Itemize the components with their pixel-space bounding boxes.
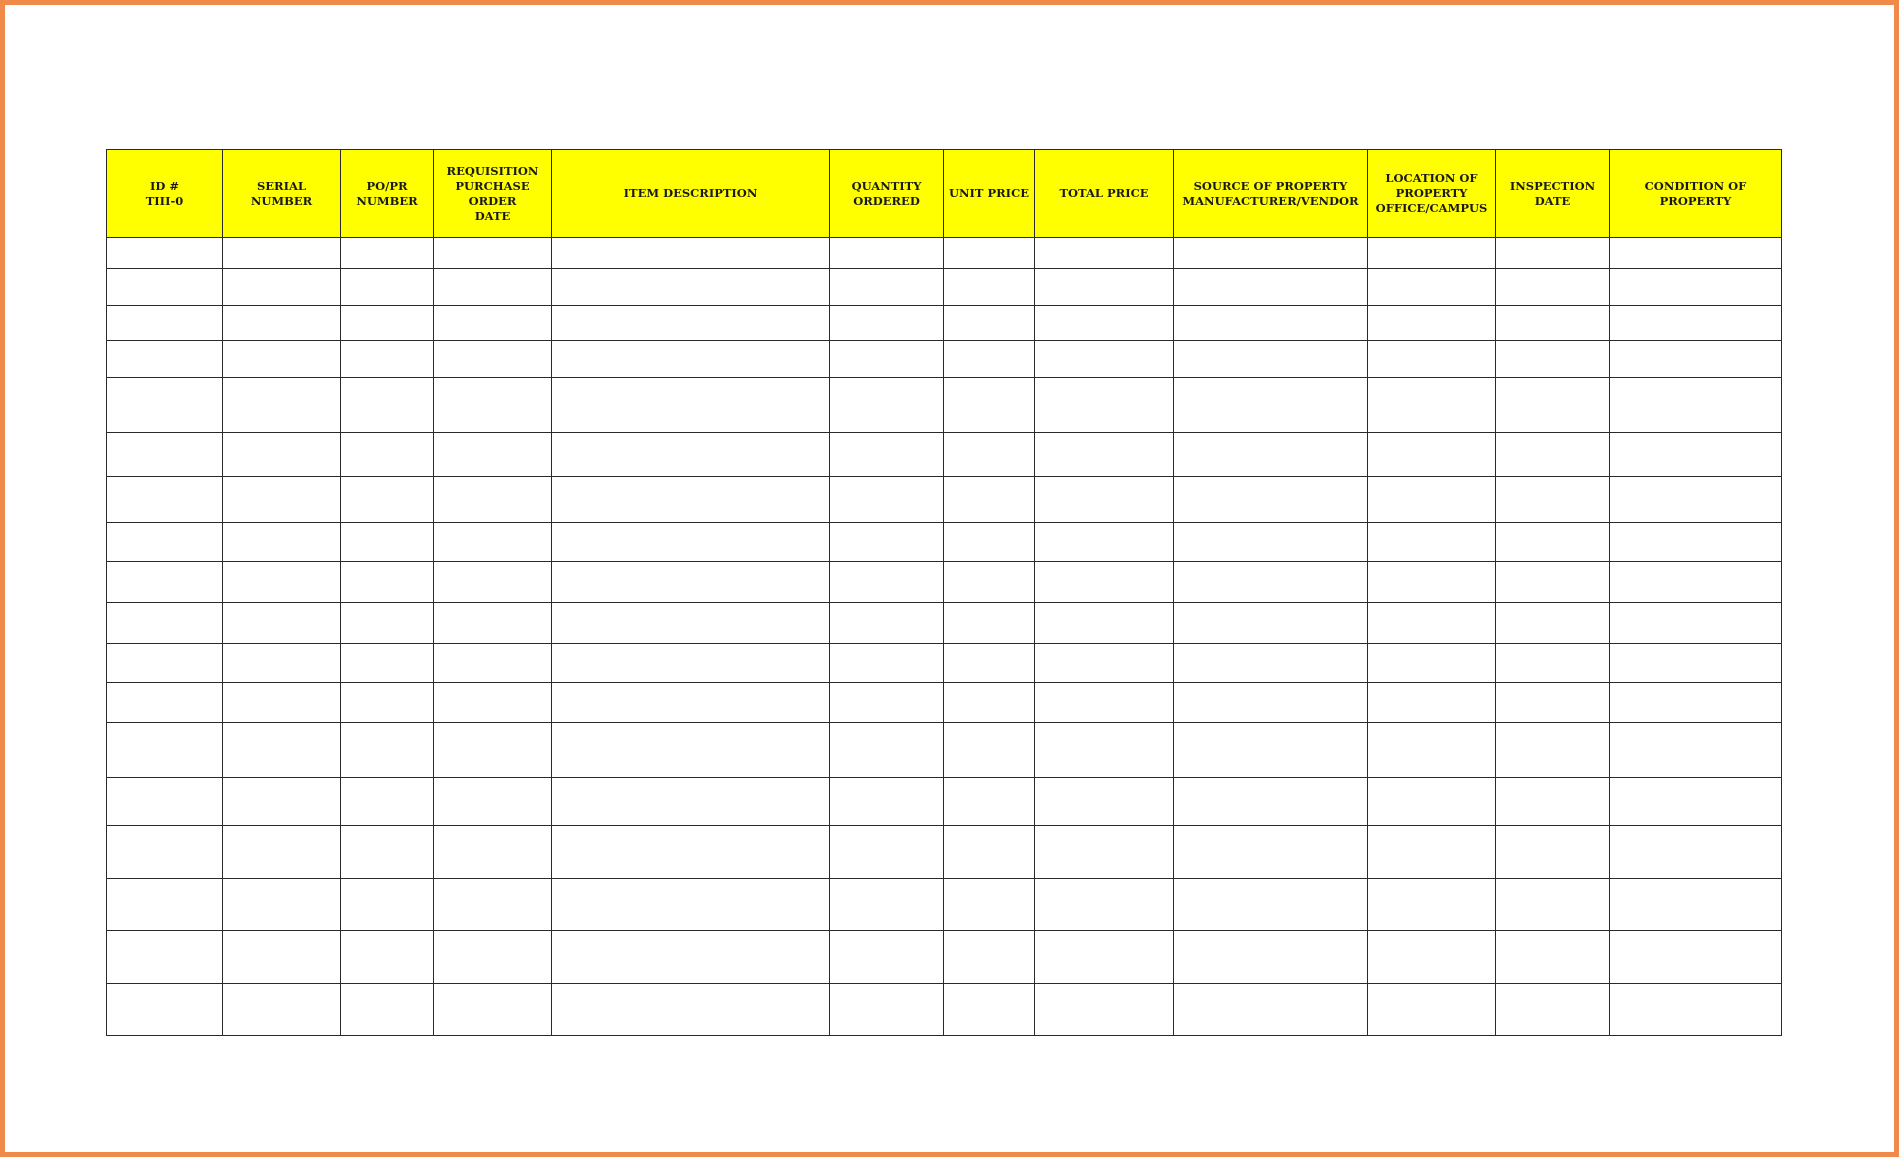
table-row: [107, 306, 1782, 341]
table-cell[interactable]: [944, 269, 1035, 306]
table-cell[interactable]: [830, 306, 944, 341]
table-row: [107, 523, 1782, 562]
table-cell[interactable]: [1496, 778, 1610, 826]
table-cell[interactable]: [341, 477, 434, 523]
table-cell[interactable]: [1368, 523, 1496, 562]
table-cell[interactable]: [1496, 477, 1610, 523]
column-header-label: SERIAL NUMBER: [250, 178, 313, 208]
table-cell[interactable]: [1368, 984, 1496, 1036]
table-cell[interactable]: [107, 341, 223, 378]
table-cell[interactable]: [1496, 523, 1610, 562]
table-cell[interactable]: [434, 826, 552, 879]
table-cell[interactable]: [223, 603, 341, 644]
table-cell[interactable]: [223, 378, 341, 433]
table-cell[interactable]: [1035, 306, 1174, 341]
table-cell[interactable]: [552, 562, 830, 603]
table-cell[interactable]: [434, 269, 552, 306]
table-cell[interactable]: [434, 644, 552, 683]
table-cell[interactable]: [1368, 269, 1496, 306]
table-cell[interactable]: [434, 477, 552, 523]
table-cell[interactable]: [1035, 433, 1174, 477]
table-cell[interactable]: [434, 931, 552, 984]
table-cell[interactable]: [1610, 306, 1782, 341]
table-cell[interactable]: [107, 523, 223, 562]
table-cell[interactable]: [434, 562, 552, 603]
table-cell[interactable]: [107, 433, 223, 477]
table-cell[interactable]: [223, 433, 341, 477]
table-row: [107, 603, 1782, 644]
table-row: [107, 984, 1782, 1036]
table-row: [107, 341, 1782, 378]
table-cell[interactable]: [1174, 984, 1368, 1036]
table-cell[interactable]: [1610, 931, 1782, 984]
table-cell[interactable]: [1035, 341, 1174, 378]
table-row: [107, 879, 1782, 931]
table-row: [107, 931, 1782, 984]
table-cell[interactable]: [944, 683, 1035, 723]
table-cell[interactable]: [830, 644, 944, 683]
table-cell[interactable]: [552, 778, 830, 826]
table-cell[interactable]: [944, 523, 1035, 562]
table-cell[interactable]: [223, 984, 341, 1036]
table-cell[interactable]: [1174, 477, 1368, 523]
column-header-label: UNIT PRICE: [949, 186, 1029, 200]
column-header-label: LOCATION OF PROPERTY OFFICE/CAMPUS: [1375, 171, 1488, 215]
column-header-quantity-ordered: [830, 150, 944, 238]
table-cell[interactable]: [223, 778, 341, 826]
table-cell[interactable]: [1368, 778, 1496, 826]
table-cell[interactable]: [1035, 683, 1174, 723]
table-cell[interactable]: [1496, 378, 1610, 433]
table-cell[interactable]: [223, 562, 341, 603]
column-header-unit-price: [944, 150, 1035, 238]
table-cell[interactable]: [434, 683, 552, 723]
table-cell[interactable]: [552, 931, 830, 984]
table-cell[interactable]: [1174, 378, 1368, 433]
table-cell[interactable]: [1174, 523, 1368, 562]
table-cell[interactable]: [341, 603, 434, 644]
table-cell[interactable]: [1174, 269, 1368, 306]
table-cell[interactable]: [107, 644, 223, 683]
table-row: [107, 826, 1782, 879]
table-cell[interactable]: [830, 931, 944, 984]
table-cell[interactable]: [830, 723, 944, 778]
table-cell[interactable]: [1174, 931, 1368, 984]
table-cell[interactable]: [552, 433, 830, 477]
table-cell[interactable]: [830, 523, 944, 562]
table-cell[interactable]: [434, 603, 552, 644]
table-cell[interactable]: [1610, 644, 1782, 683]
table-cell[interactable]: [341, 341, 434, 378]
table-cell[interactable]: [944, 306, 1035, 341]
column-header-label: SOURCE OF PROPERTY MANUFACTURER/VENDOR: [1182, 178, 1359, 208]
column-header-label: PO/PR NUMBER: [356, 178, 418, 208]
table-cell[interactable]: [944, 984, 1035, 1036]
column-header-id: [107, 150, 223, 238]
table-cell[interactable]: [107, 826, 223, 879]
table-cell[interactable]: [341, 778, 434, 826]
table-cell[interactable]: [107, 238, 223, 269]
table-cell[interactable]: [944, 378, 1035, 433]
table-row: [107, 723, 1782, 778]
table-cell[interactable]: [1035, 378, 1174, 433]
table-cell[interactable]: [1610, 826, 1782, 879]
table-cell[interactable]: [1035, 778, 1174, 826]
table-cell[interactable]: [1368, 723, 1496, 778]
table-cell[interactable]: [1496, 306, 1610, 341]
table-cell[interactable]: [223, 477, 341, 523]
table-cell[interactable]: [944, 723, 1035, 778]
table-cell[interactable]: [107, 477, 223, 523]
table-cell[interactable]: [1610, 778, 1782, 826]
table-cell[interactable]: [1368, 644, 1496, 683]
table-cell[interactable]: [1610, 984, 1782, 1036]
table-cell[interactable]: [1368, 306, 1496, 341]
table-cell[interactable]: [944, 778, 1035, 826]
table-cell[interactable]: [830, 378, 944, 433]
table-cell[interactable]: [1174, 306, 1368, 341]
table-cell[interactable]: [1174, 341, 1368, 378]
table-cell[interactable]: [1035, 477, 1174, 523]
table-row: [107, 477, 1782, 523]
table-cell[interactable]: [341, 523, 434, 562]
table-cell[interactable]: [223, 269, 341, 306]
table-cell[interactable]: [1610, 341, 1782, 378]
table-cell[interactable]: [1496, 723, 1610, 778]
table-cell[interactable]: [341, 879, 434, 931]
column-header-total-price: [1035, 150, 1174, 238]
table-cell[interactable]: [1174, 644, 1368, 683]
column-header-label: INSPECTION DATE: [1509, 178, 1596, 208]
table-cell[interactable]: [1496, 238, 1610, 269]
table-cell[interactable]: [552, 341, 830, 378]
table-cell[interactable]: [1174, 562, 1368, 603]
table-cell[interactable]: [1610, 433, 1782, 477]
table-cell[interactable]: [552, 269, 830, 306]
table-cell[interactable]: [1174, 603, 1368, 644]
table-cell[interactable]: [434, 238, 552, 269]
table-cell[interactable]: [434, 984, 552, 1036]
table-cell[interactable]: [1496, 433, 1610, 477]
table-cell[interactable]: [1035, 723, 1174, 778]
table-cell[interactable]: [830, 826, 944, 879]
table-row: [107, 778, 1782, 826]
table-cell[interactable]: [341, 433, 434, 477]
table-cell[interactable]: [944, 603, 1035, 644]
table-cell[interactable]: [944, 826, 1035, 879]
table-cell[interactable]: [552, 238, 830, 269]
table-cell[interactable]: [1610, 269, 1782, 306]
column-header-label: REQUISITION PURCHASE ORDER DATE: [446, 163, 539, 223]
table-cell[interactable]: [830, 341, 944, 378]
table-cell[interactable]: [434, 341, 552, 378]
table-row: [107, 378, 1782, 433]
table-cell[interactable]: [552, 644, 830, 683]
table-cell[interactable]: [1174, 879, 1368, 931]
table-cell[interactable]: [107, 778, 223, 826]
table-cell[interactable]: [1174, 238, 1368, 269]
table-cell[interactable]: [1496, 826, 1610, 879]
table-row: [107, 644, 1782, 683]
table-cell[interactable]: [341, 723, 434, 778]
table-cell[interactable]: [223, 826, 341, 879]
table-cell[interactable]: [434, 378, 552, 433]
table-cell[interactable]: [434, 523, 552, 562]
table-row: [107, 683, 1782, 723]
table-cell[interactable]: [1496, 984, 1610, 1036]
table-cell[interactable]: [1174, 826, 1368, 879]
table-row: [107, 562, 1782, 603]
table-cell[interactable]: [107, 723, 223, 778]
table-cell[interactable]: [1035, 523, 1174, 562]
table-cell[interactable]: [552, 523, 830, 562]
column-header-inspection-date: [1496, 150, 1610, 238]
column-header-serial-number: [223, 150, 341, 238]
table-cell[interactable]: [552, 723, 830, 778]
table-cell[interactable]: [830, 683, 944, 723]
table-cell[interactable]: [1610, 378, 1782, 433]
column-header-po-pr-number: [341, 150, 434, 238]
table-cell[interactable]: [1035, 603, 1174, 644]
column-header-label: ID # TIII-0: [145, 178, 184, 208]
table-cell[interactable]: [944, 644, 1035, 683]
table-cell[interactable]: [1368, 433, 1496, 477]
table-cell[interactable]: [107, 306, 223, 341]
table-cell[interactable]: [552, 984, 830, 1036]
table-cell[interactable]: [341, 269, 434, 306]
table-cell[interactable]: [107, 378, 223, 433]
column-header-condition-of-property: [1610, 150, 1782, 238]
table-cell[interactable]: [434, 879, 552, 931]
table-cell[interactable]: [341, 378, 434, 433]
column-header-label: ITEM DESCRIPTION: [623, 186, 758, 200]
table-cell[interactable]: [1496, 931, 1610, 984]
table-cell[interactable]: [1610, 477, 1782, 523]
table-cell[interactable]: [1035, 931, 1174, 984]
table-cell[interactable]: [944, 879, 1035, 931]
table-cell[interactable]: [830, 477, 944, 523]
table-cell[interactable]: [552, 306, 830, 341]
table-cell[interactable]: [1610, 603, 1782, 644]
table-cell[interactable]: [223, 341, 341, 378]
table-cell[interactable]: [1610, 238, 1782, 269]
table-cell[interactable]: [1035, 562, 1174, 603]
table-cell[interactable]: [830, 269, 944, 306]
table-cell[interactable]: [434, 306, 552, 341]
table-cell[interactable]: [830, 238, 944, 269]
table-cell[interactable]: [107, 931, 223, 984]
table-cell[interactable]: [944, 562, 1035, 603]
header-row: [107, 150, 1782, 238]
table-cell[interactable]: [1610, 562, 1782, 603]
table-cell[interactable]: [552, 603, 830, 644]
table-cell[interactable]: [1610, 523, 1782, 562]
table-cell[interactable]: [830, 433, 944, 477]
table-cell[interactable]: [1610, 723, 1782, 778]
table-cell[interactable]: [1174, 683, 1368, 723]
table-cell[interactable]: [107, 269, 223, 306]
table-cell[interactable]: [1174, 723, 1368, 778]
table-cell[interactable]: [1368, 826, 1496, 879]
table-cell[interactable]: [1035, 984, 1174, 1036]
table-cell[interactable]: [1368, 378, 1496, 433]
table-cell[interactable]: [341, 984, 434, 1036]
table-cell[interactable]: [341, 931, 434, 984]
table-cell[interactable]: [107, 984, 223, 1036]
table-cell[interactable]: [1496, 879, 1610, 931]
table-cell[interactable]: [944, 477, 1035, 523]
table-cell[interactable]: [223, 931, 341, 984]
table-cell[interactable]: [223, 879, 341, 931]
table-cell[interactable]: [552, 683, 830, 723]
table-cell[interactable]: [434, 778, 552, 826]
table-cell[interactable]: [223, 723, 341, 778]
table-cell[interactable]: [1174, 433, 1368, 477]
table-cell[interactable]: [341, 683, 434, 723]
column-header-location-of-property: [1368, 150, 1496, 238]
column-header-source-of-property: [1174, 150, 1368, 238]
table-cell[interactable]: [1496, 683, 1610, 723]
table-cell[interactable]: [434, 723, 552, 778]
table-cell[interactable]: [341, 306, 434, 341]
table-cell[interactable]: [1496, 603, 1610, 644]
table-cell[interactable]: [223, 683, 341, 723]
table-cell[interactable]: [1610, 683, 1782, 723]
table-cell[interactable]: [552, 378, 830, 433]
table-row: [107, 238, 1782, 269]
table-cell[interactable]: [341, 826, 434, 879]
column-header-label: TOTAL PRICE: [1059, 186, 1149, 200]
table-cell[interactable]: [434, 433, 552, 477]
table-cell[interactable]: [223, 644, 341, 683]
table-cell[interactable]: [1368, 238, 1496, 269]
table-cell[interactable]: [944, 341, 1035, 378]
table-cell[interactable]: [1610, 879, 1782, 931]
table-cell[interactable]: [1174, 778, 1368, 826]
table-body: [107, 238, 1782, 1036]
table-cell[interactable]: [1496, 644, 1610, 683]
table-cell[interactable]: [223, 238, 341, 269]
table-cell[interactable]: [830, 603, 944, 644]
table-cell[interactable]: [1035, 644, 1174, 683]
table-cell[interactable]: [830, 984, 944, 1036]
table-cell[interactable]: [1035, 879, 1174, 931]
table-cell[interactable]: [341, 644, 434, 683]
table-cell[interactable]: [341, 562, 434, 603]
table-cell[interactable]: [223, 523, 341, 562]
table-cell[interactable]: [1035, 826, 1174, 879]
column-header-label: QUANTITY ORDERED: [851, 178, 922, 208]
table-cell[interactable]: [1368, 931, 1496, 984]
table-cell[interactable]: [552, 826, 830, 879]
table-cell[interactable]: [944, 433, 1035, 477]
table-cell[interactable]: [1035, 269, 1174, 306]
table-cell[interactable]: [223, 306, 341, 341]
table-cell[interactable]: [1368, 562, 1496, 603]
table-cell[interactable]: [107, 683, 223, 723]
table-row: [107, 433, 1782, 477]
table-cell[interactable]: [552, 477, 830, 523]
table-cell[interactable]: [830, 562, 944, 603]
table-cell[interactable]: [1368, 603, 1496, 644]
column-header-item-description: [552, 150, 830, 238]
table-cell[interactable]: [1368, 879, 1496, 931]
column-header-requisition-date: [434, 150, 552, 238]
table-cell[interactable]: [1368, 477, 1496, 523]
table-cell[interactable]: [1368, 683, 1496, 723]
inventory-sheet: [106, 149, 1781, 1036]
column-header-label: CONDITION OF PROPERTY: [1644, 178, 1747, 208]
table-cell[interactable]: [107, 879, 223, 931]
table-cell[interactable]: [830, 778, 944, 826]
table-cell[interactable]: [552, 879, 830, 931]
table-cell[interactable]: [107, 562, 223, 603]
table-cell[interactable]: [830, 879, 944, 931]
table-cell[interactable]: [1496, 269, 1610, 306]
table-cell[interactable]: [1035, 238, 1174, 269]
table-cell[interactable]: [1496, 562, 1610, 603]
table-cell[interactable]: [1496, 341, 1610, 378]
table-cell[interactable]: [341, 238, 434, 269]
table-cell[interactable]: [944, 238, 1035, 269]
table-row: [107, 269, 1782, 306]
table-cell[interactable]: [944, 931, 1035, 984]
table-cell[interactable]: [1368, 341, 1496, 378]
table-cell[interactable]: [107, 603, 223, 644]
inventory-table: [106, 149, 1782, 1036]
